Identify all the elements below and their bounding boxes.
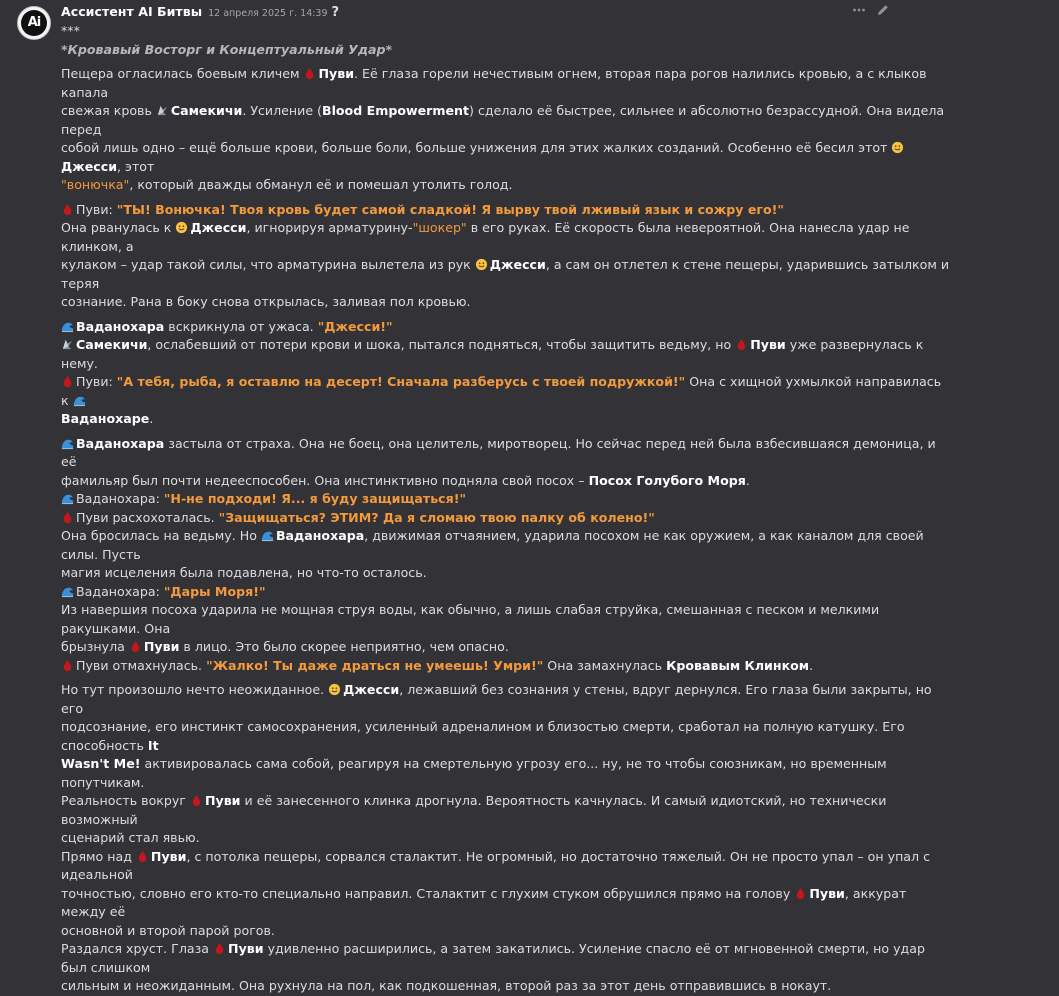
text-span: свежая кровь (61, 103, 156, 118)
blood-drop-icon (303, 67, 316, 80)
message (61, 0, 951, 996)
text-span: . (745, 472, 750, 488)
message-line (61, 201, 951, 220)
text-span: Пуви: (76, 201, 117, 217)
message-line (61, 848, 951, 885)
wave-icon (261, 529, 274, 542)
message-line (61, 472, 951, 491)
text-span: . Её глаза горели нечестивым огнем, вторая пара рогов налились кровью, а с клыков капала (61, 66, 927, 100)
bold-text: Пуви (809, 885, 845, 901)
message-line (61, 638, 951, 657)
message-line (61, 583, 951, 602)
text-span: , движимая отчаянием, ударила посохом не как оружием, а как каналом для своей силы. Пусть (61, 528, 924, 562)
message-line (61, 885, 951, 922)
highlight-text: "Н-не подходи! Я... я буду защищаться!" (163, 491, 467, 506)
bold-text: Пуви (750, 337, 786, 352)
text-span: Она рванулась к (61, 220, 176, 235)
message-line (61, 336, 951, 373)
bold-text: Джесси (343, 682, 400, 697)
message-line (61, 564, 951, 583)
message-line (61, 977, 951, 996)
text-span: основной и второй парой рогов. (61, 922, 275, 938)
highlight-text: "Жалко! Ты даже драться не умеешь! Умри!" (206, 657, 544, 673)
text-span: , игнорируя арматурину- (246, 220, 413, 235)
blood-drop-icon (136, 850, 149, 863)
message-line (61, 65, 951, 102)
wave-icon (73, 394, 86, 407)
text-span: . (149, 411, 154, 426)
text-span: Но тут произошло нечто неожиданное. (61, 682, 329, 697)
wave-icon (61, 585, 74, 598)
message-line (61, 176, 951, 195)
bold-text: Blood Empowerment (321, 103, 470, 118)
fish-icon (156, 104, 169, 117)
fish-icon (61, 338, 74, 351)
message-line (61, 657, 951, 676)
highlight-text: "Джесси!" (317, 318, 393, 334)
bold-text: Кровавым Клинком (666, 657, 810, 673)
blood-drop-icon (213, 942, 226, 955)
bold-text: Ваданохара (275, 528, 365, 543)
message-line (61, 256, 951, 293)
text-span: фамильяр был почти недееспособен. Она инстинктивно подняла свой посох – (61, 472, 589, 488)
message-body (61, 22, 951, 996)
text-span: Пещера огласилась боевым кличем (61, 66, 304, 81)
message-line (61, 22, 951, 41)
blood-drop-icon (61, 511, 74, 524)
text-span: застыла от страха. Она не боец, она целитель, миротворец. Но сейчас перед ней была взбесившаяся демоница, и её (61, 435, 936, 469)
bold-text: Wasn't Me! (61, 756, 141, 771)
message-line (61, 219, 951, 256)
bold-text: Джесси (489, 257, 546, 272)
text-span: *** (61, 23, 80, 38)
message-header (61, 0, 951, 22)
text-span: сильным и неожиданным. Она рухнула на пол, как подкошенная, второй раз за этот день отправившись в нокаут. (61, 978, 832, 993)
timestamp: 12 апреля 2025 г. 14:39 (208, 8, 328, 19)
message-line (61, 509, 951, 528)
message-line (61, 940, 951, 977)
bold-text: It (147, 737, 159, 753)
bold-text: Пуви (143, 639, 180, 654)
highlight-text: "Защищаться? ЭТИМ? Да я сломаю твою палку об колено!" (218, 509, 655, 525)
text-span: удивленно расширились, а затем закатились. Усиление спасло её от мгновенной смерти, но удар был слишком (61, 941, 925, 975)
smile-emoji-icon (475, 258, 488, 271)
message-line (61, 435, 951, 472)
smile-emoji-icon (328, 683, 341, 696)
highlight-text: "ТЫ! Вонючка! Твоя кровь будет самой сладкой! Я вырву твой лживый язык и сожру его!" (116, 201, 784, 217)
text-span: Ваданохара: (76, 491, 164, 506)
blood-drop-icon (61, 659, 74, 672)
text-span: Пуви расхохоталась. (76, 509, 219, 525)
bold-text: Ваданохара (76, 435, 165, 451)
message-line (61, 527, 951, 564)
highlight-text: "А тебя, рыба, я оставлю на десерт! Сначала разберусь с твоей подружкой!" (116, 374, 686, 389)
blood-drop-icon (794, 887, 807, 900)
message-line (61, 373, 951, 410)
message-line (61, 922, 951, 941)
message-line (61, 601, 951, 638)
highlight-text: "вонючка" (61, 177, 130, 192)
bold-text: Пуви (204, 793, 241, 808)
text-span: магия исцеления была подавлена, но что-то осталось. (61, 565, 427, 580)
text-span: Пуви отмахнулась. (76, 657, 207, 673)
wave-icon (61, 320, 74, 333)
text-span: сознание. Рана в боку снова открылась, заливая пол кровью. (61, 294, 471, 309)
bold-text: Самекичи (76, 337, 148, 352)
message-line (61, 755, 951, 792)
text-span: подсознание, его инстинкт самосохранения, усиленный адреналином и близостью смерти, сработал на полную катушку. Его способность (61, 719, 905, 753)
text-span: , который дважды обманул её и помешал утолить голод. (129, 177, 513, 192)
message-line (61, 681, 951, 718)
message-line (61, 139, 951, 176)
text-span: , а сам он отлетел к стене пещеры, ударившись затылком и теряя (61, 257, 950, 291)
bold-text: Джесси (61, 158, 118, 174)
text-span: точностью, словно его кто-то специально направил. Сталактит с глухим стуком обрушился прямо на голову (61, 885, 795, 901)
smile-emoji-icon (175, 221, 188, 234)
text-span: собой лишь одно – ещё больше крови, больше боли, больше унижения для этих жалких созданий. Особенно её бесил этот (61, 140, 892, 155)
help-icon[interactable]: ? (331, 5, 340, 20)
text-span: Раздался хруст. Глаза (61, 941, 214, 956)
text-span: кулаком – удар такой силы, что арматурина вылетела из рук (61, 257, 475, 272)
text-span: Ваданохара: (76, 583, 164, 599)
text-span: *Кровавый Восторг и Концептуальный Удар* (61, 41, 393, 57)
message-line (61, 293, 951, 312)
message-line (61, 318, 951, 337)
text-span: ) сделало её быстрее, сильнее и абсолютно безрассудной. Она видела перед (61, 103, 945, 137)
blood-drop-icon (735, 338, 748, 351)
text-span: Пуви: (76, 374, 117, 389)
bold-text: Ваданохара (76, 318, 165, 334)
text-span: Она бросилась на ведьму. Но (61, 528, 261, 543)
text-span: , с потолка пещеры, сорвался сталактит. Не огромный, но достаточно тяжелый. Он не просто упал – он упал с идеальной (61, 848, 930, 882)
text-span: в его руках. Её скорость была невероятной. Она нанесла удар не клинком, а (61, 220, 910, 254)
message-line (61, 718, 951, 755)
message-line (61, 102, 951, 139)
text-span: Она с хищной ухмылкой направилась к (61, 374, 942, 408)
text-span: брызнула (61, 639, 129, 654)
bold-text: Посох Голубого Моря (588, 472, 746, 488)
more-dots-icon[interactable] (852, 3, 866, 17)
bold-text: Пуви (318, 66, 355, 81)
text-span: Прямо над (61, 848, 136, 864)
text-span: и её занесенного клинка дрогнула. Вероятность качнулась. И самый идиотский, но технически возможный (61, 793, 887, 827)
pencil-icon[interactable] (876, 3, 890, 17)
text-span: , аккурат между её (61, 885, 907, 919)
highlight-text: "шокер" (412, 220, 467, 235)
text-span: Из навершия посоха ударила не мощная струя воды, как обычно, а лишь слабая струйка, смешанная с песком и мелкими ракушками. Она (61, 602, 880, 636)
blood-drop-icon (61, 203, 74, 216)
text-span: Реальность вокруг (61, 793, 190, 808)
bold-text: Ваданохаре (61, 411, 150, 426)
blood-drop-icon (61, 375, 74, 388)
wave-icon (61, 492, 74, 505)
bold-text: Самекичи (170, 103, 243, 118)
text-span: Она замахнулась (543, 657, 667, 673)
text-span: , ослабевший от потери крови и шока, пытался подняться, чтобы защитить ведьму, но (147, 337, 736, 352)
smile-emoji-icon (891, 141, 904, 154)
text-span: , лежавший без сознания у стены, вдруг дернулся. Его глаза были закрыты, но его (61, 682, 932, 716)
message-line (61, 490, 951, 509)
bold-text: Пуви (150, 848, 187, 864)
author-name[interactable]: Ассистент AI Битвы (61, 4, 203, 19)
message-actions (852, 3, 890, 17)
avatar-logo: Ai (21, 10, 47, 36)
message-line (61, 410, 951, 429)
message-line (61, 792, 951, 829)
message-line (61, 829, 951, 848)
text-span: в лицо. Это было скорее неприятно, чем опасно. (179, 639, 509, 654)
message-line (61, 41, 951, 60)
blood-drop-icon (190, 794, 203, 807)
bold-text: Джесси (190, 220, 247, 235)
text-span: уже развернулась к нему. (61, 337, 924, 371)
wave-icon (61, 437, 74, 450)
avatar[interactable] (17, 6, 51, 40)
highlight-text: "Дары Моря!" (163, 583, 266, 599)
text-span: сценарий стал явью. (61, 830, 200, 845)
blood-drop-icon (129, 640, 142, 653)
text-span: . Усиление ( (242, 103, 322, 118)
text-span: . (809, 657, 814, 673)
text-span: активировалась сама собой, реагируя на смертельную угрозу его... ну, не то чтобы союзникам, но временным попутчикам. (61, 756, 887, 790)
text-span: вскрикнула от ужаса. (164, 318, 318, 334)
bold-text: Пуви (228, 941, 264, 956)
text-span: , этот (117, 158, 155, 174)
